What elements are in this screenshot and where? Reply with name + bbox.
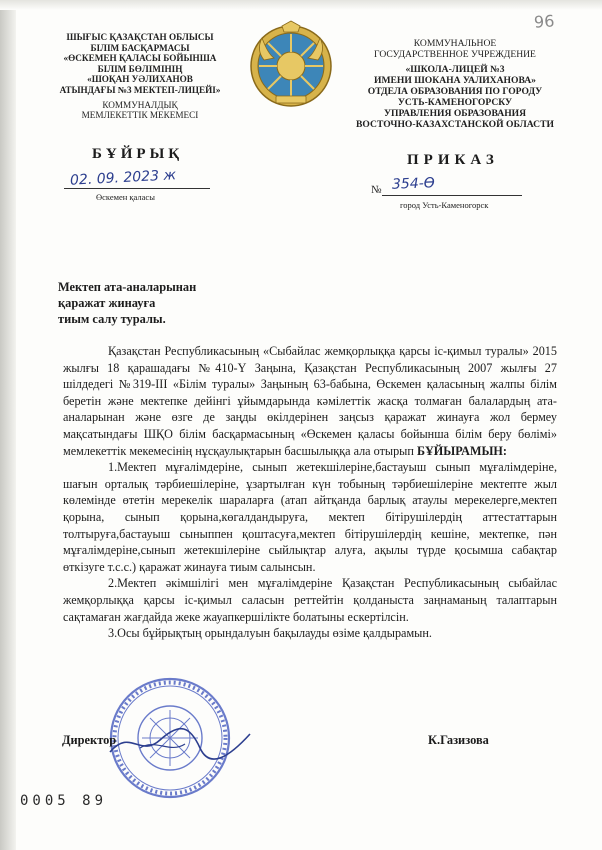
number-underline: [382, 195, 522, 196]
subject-line: тиым салу туралы.: [58, 312, 166, 326]
date-underline: [64, 188, 210, 189]
director-title: Директор: [62, 733, 117, 747]
header-ru-sub: КОММУНАЛЬНОЕ: [413, 38, 497, 49]
number-label: №: [371, 184, 382, 196]
header-kz-line: БІЛІМ БАСҚАРМАСЫ: [90, 42, 190, 53]
header-kazakh: [40, 32, 240, 121]
header-ru-line: УПРАВЛЕНИЯ ОБРАЗОВАНИЯ: [383, 108, 527, 119]
header-ru-line: ОТДЕЛА ОБРАЗОВАНИЯ ПО ГОРОДУ: [367, 86, 543, 97]
page-number: 96: [533, 11, 555, 32]
handwritten-number: 354-Ө: [391, 175, 436, 193]
order-subject: [58, 279, 278, 327]
header-kz-line: «ШОҚАН УӘЛИХАНОВ: [87, 74, 193, 85]
header-kz-sub: МЕМЛЕКЕТТІК МЕКЕМЕСІ: [81, 110, 199, 121]
header-ru-sub: ГОСУДАРСТВЕННОЕ УЧРЕЖДЕНИЕ: [374, 49, 536, 60]
order-title-ru: ПРИКАЗ: [407, 152, 499, 168]
header-kz-line: ШЫҒЫС ҚАЗАҚСТАН ОБЛЫСЫ: [66, 32, 214, 42]
order-title-kz: БҰЙРЫҚ: [92, 146, 184, 162]
header-kz-line: БІЛІМ БӨЛІМІНІҢ: [97, 63, 183, 74]
city-ru: город Усть-Каменогорск: [400, 200, 489, 210]
order-item-2: 2.Мектеп әкімшілігі мен мұғалімдеріне Қазақстан Республикасының сыбайлас жемқорлыққа қарсы іс-қимыл саласын реттейтін қолданыста заңнаманың талаптарын сақтамаған жағдайда жеке жауапкершілікте болатыны ескертілсін.: [63, 576, 557, 624]
header-russian: [340, 38, 570, 130]
intro-paragraph: [63, 343, 557, 459]
header-kz-line: АТЫНДАҒЫ №3 МЕКТЕП-ЛИЦЕЙІ»: [59, 84, 221, 95]
command-word: БҰЙЫРАМЫН:: [416, 443, 507, 458]
header-ru-line: «ШКОЛА-ЛИЦЕЙ №3: [405, 64, 505, 75]
header-kz-sub: КОММУНАЛДЫҚ: [102, 99, 178, 110]
subject-line: Мектеп ата-аналарынан: [58, 280, 197, 294]
subject-line: қаражат жинауға: [58, 296, 156, 310]
director-signature-icon: [100, 718, 260, 768]
page-edge-shadow: [0, 0, 16, 850]
city-kz: Өскемен қаласы: [96, 192, 155, 202]
order-item-3: 3.Осы бұйрықтың орындалуын бақылауды өзіме қалдырамын.: [108, 626, 432, 641]
header-ru-line: УСТЬ-КАМЕНОГОРСКУ: [397, 97, 513, 108]
serial-number: 0005 89: [20, 793, 108, 809]
header-ru-line: ИМЕНИ ШОКАНА УАЛИХАНОВА»: [374, 75, 536, 86]
page-top-shadow: [0, 0, 602, 10]
kazakhstan-emblem-icon: [246, 20, 336, 110]
header-kz-line: «ӨСКЕМЕН ҚАЛАСЫ БОЙЫНША: [63, 53, 217, 64]
order-item-1: 1.Мектеп мұғалімдеріне, сынып жетекшілеріне,бастауыш сынып мұғалімдеріне, шағын орталық тәрбиешілеріне, ұзартылған күн тобының тәрбиешілеріне мектепте жыл көлемінде өтетін мерекелік шараларға (атап айтқанда барлық атаулы мерекелерге,мектеп қорына, сынып қорына,көгалдандыруға, мектеп бітірушілердің аттестаттарын толтыруға,бастауыш сыныппен қоштасуға,мектеп бітірушілердің кешіне, мектепке, пән мұғалімдеріне,сынып жетекшілеріне сыйлықтар алуға, ақылы түрде қосымша сабақтар өткізуге т.с.с.) қаражат жинауға тиым салынсын.: [63, 460, 557, 574]
order-body: [63, 343, 557, 642]
header-ru-line: ВОСТОЧНО-КАЗАХСТАНСКОЙ ОБЛАСТИ: [356, 119, 554, 130]
handwritten-date: 02. 09. 2023 ж: [69, 167, 177, 189]
signer-name: К.Газизова: [428, 733, 489, 747]
intro-text: Қазақстан Республикасының «Сыбайлас жемқорлыққа қарсы іс-қимыл туралы» 2015 жылғы 18 қарашадағы №410-Ү Заңына, Қазақстан Республикасының 2007 жылғы 27 шілдедегі №319-ІІІ «Білім туралы» Заңының 63-бабына, Өскемен қаласының жалпы білім беретін және мектепке дейінгі ұйымдарында кәмілеттік жасқа толмаған балалардың ата-аналарынан және өзге де заңды өкілдерінен заңсыз қаражат жинауға жол бермеу мақсатындағы ШҚО білім басқармасының «Өскемен қаласы бойынша білім беру бөлімі» мемлекеттік мекемесінің нұсқаулықтарын басшылыққа ала отырып: [63, 344, 557, 458]
